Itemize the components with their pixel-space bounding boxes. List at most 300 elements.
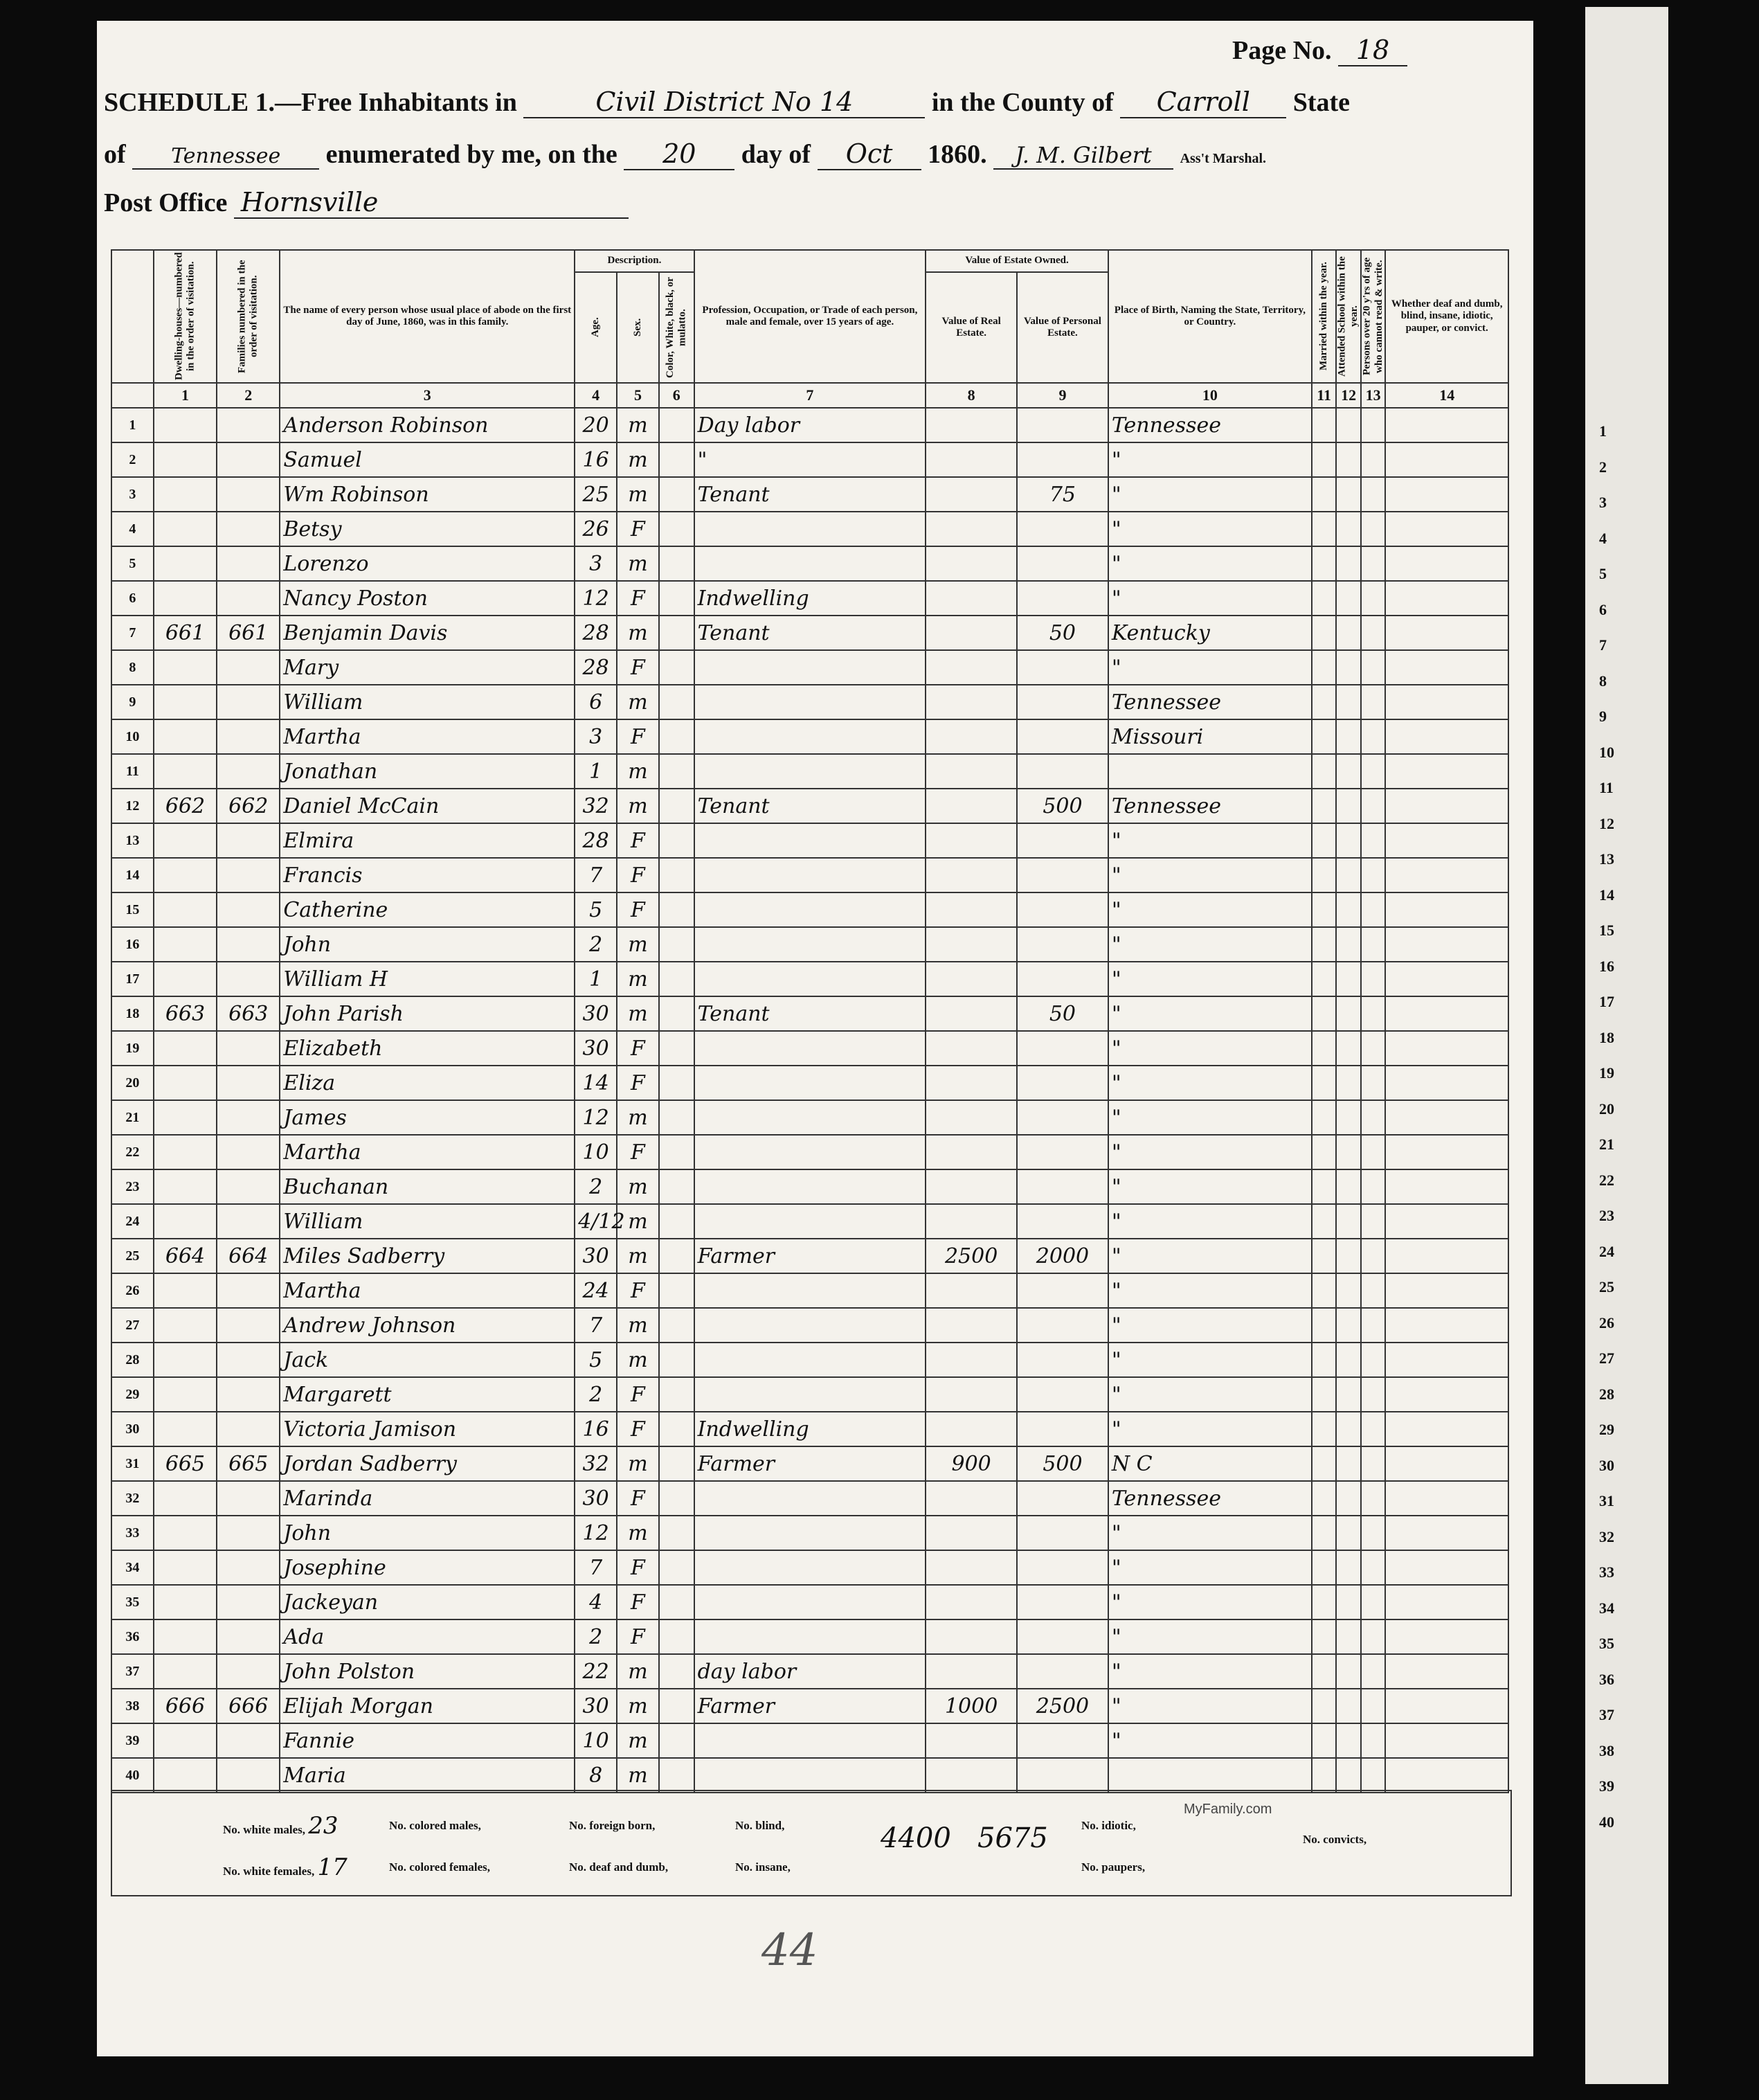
line-number: 22 — [111, 1135, 154, 1169]
cell-married — [1312, 892, 1336, 927]
cell-age: 12 — [575, 581, 617, 616]
cell-condition — [1385, 789, 1508, 823]
cell-sex: F — [617, 858, 659, 892]
cell-condition — [1385, 927, 1508, 962]
cell-married — [1312, 1169, 1336, 1204]
cell-dwelling — [154, 927, 217, 962]
cell-married — [1312, 685, 1336, 719]
cell-condition — [1385, 1585, 1508, 1619]
cell-real-estate — [926, 1308, 1017, 1343]
cell-condition — [1385, 546, 1508, 581]
cell-age: 24 — [575, 1273, 617, 1308]
cell-color — [659, 789, 694, 823]
cell-sex: F — [617, 650, 659, 685]
cell-sex: m — [617, 1689, 659, 1723]
adjacent-line-number: 20 — [1599, 1100, 1614, 1118]
cell-dwelling — [154, 754, 217, 789]
cell-birthplace: " — [1108, 1066, 1312, 1100]
cell-age: 2 — [575, 1377, 617, 1412]
cell-family — [217, 512, 280, 546]
cell-school — [1336, 1516, 1360, 1550]
cell-family — [217, 408, 280, 442]
line-number: 16 — [111, 927, 154, 962]
cell-real-estate — [926, 996, 1017, 1031]
cell-school — [1336, 616, 1360, 650]
cell-dwelling: 664 — [154, 1239, 217, 1273]
cell-personal-estate — [1017, 1723, 1108, 1758]
cell-real-estate — [926, 1169, 1017, 1204]
cell-dwelling — [154, 1169, 217, 1204]
census-rows — [111, 408, 1508, 1793]
cell-personal-estate — [1017, 1481, 1108, 1516]
cell-read-write — [1361, 477, 1385, 512]
cell-birthplace: " — [1108, 1239, 1312, 1273]
cell-color — [659, 1066, 694, 1100]
cell-read-write — [1361, 650, 1385, 685]
cell-dwelling — [154, 1758, 217, 1793]
cell-dwelling — [154, 962, 217, 996]
cell-birthplace: " — [1108, 927, 1312, 962]
cell-family — [217, 823, 280, 858]
cell-condition — [1385, 1239, 1508, 1273]
table-row — [111, 1066, 1508, 1100]
cell-school — [1336, 927, 1360, 962]
cell-condition — [1385, 892, 1508, 927]
adjacent-line-number: 12 — [1599, 814, 1614, 832]
cell-sex: F — [617, 581, 659, 616]
cell-name: Samuel — [280, 442, 575, 477]
cell-dwelling — [154, 1343, 217, 1377]
cell-color — [659, 1585, 694, 1619]
census-page — [97, 21, 1533, 2056]
cell-family: 665 — [217, 1446, 280, 1481]
cell-condition — [1385, 1100, 1508, 1135]
cell-name: Anderson Robinson — [280, 408, 575, 442]
cell-personal-estate — [1017, 927, 1108, 962]
table-row — [111, 581, 1508, 616]
cell-birthplace: " — [1108, 442, 1312, 477]
cell-color — [659, 1204, 694, 1239]
cell-real-estate — [926, 1031, 1017, 1066]
adjacent-line-number: 29 — [1599, 1421, 1614, 1438]
cell-read-write — [1361, 1066, 1385, 1100]
cell-married — [1312, 927, 1336, 962]
cell-sex: F — [617, 1585, 659, 1619]
cell-real-estate — [926, 1135, 1017, 1169]
county-label: in the County of — [931, 88, 1114, 117]
cell-color — [659, 1308, 694, 1343]
cell-age: 30 — [575, 1689, 617, 1723]
cell-school — [1336, 442, 1360, 477]
insane-label: No. insane, — [735, 1860, 791, 1874]
cell-personal-estate — [1017, 408, 1108, 442]
cell-condition — [1385, 1135, 1508, 1169]
cell-married — [1312, 546, 1336, 581]
cell-sex: F — [617, 1031, 659, 1066]
cell-name: Josephine — [280, 1550, 575, 1585]
cell-dwelling — [154, 1585, 217, 1619]
cell-name: James — [280, 1100, 575, 1135]
cell-name: Catherine — [280, 892, 575, 927]
cell-real-estate — [926, 858, 1017, 892]
cell-married — [1312, 1239, 1336, 1273]
cell-personal-estate — [1017, 1273, 1108, 1308]
cell-occupation: Farmer — [694, 1446, 926, 1481]
cell-color — [659, 892, 694, 927]
cell-name: Martha — [280, 1273, 575, 1308]
cell-name: Elijah Morgan — [280, 1689, 575, 1723]
cell-sex: F — [617, 1481, 659, 1516]
cell-real-estate — [926, 1343, 1017, 1377]
personal-estate-total: 5675 — [977, 1822, 1048, 1854]
cell-name: Wm Robinson — [280, 477, 575, 512]
line-gutter-header — [111, 250, 154, 383]
cell-birthplace: " — [1108, 1343, 1312, 1377]
cell-condition — [1385, 1550, 1508, 1585]
line-number: 36 — [111, 1619, 154, 1654]
cell-color — [659, 1169, 694, 1204]
cell-birthplace: N C — [1108, 1446, 1312, 1481]
cell-name: Betsy — [280, 512, 575, 546]
cell-personal-estate — [1017, 1550, 1108, 1585]
day-label: day of — [741, 140, 811, 169]
year-value: 1860. — [928, 140, 987, 169]
white-males — [223, 1812, 339, 1840]
col-married-header: Married within the year. — [1312, 250, 1336, 383]
cell-age: 22 — [575, 1654, 617, 1689]
cell-school — [1336, 408, 1360, 442]
cell-sex: F — [617, 1377, 659, 1412]
cell-color — [659, 581, 694, 616]
cell-name: Jack — [280, 1343, 575, 1377]
cell-age: 6 — [575, 685, 617, 719]
cell-occupation: Indwelling — [694, 1412, 926, 1446]
summary-footer — [111, 1790, 1512, 1896]
table-row — [111, 996, 1508, 1031]
cell-birthplace: Tennessee — [1108, 789, 1312, 823]
cell-read-write — [1361, 1481, 1385, 1516]
adjacent-line-number: 6 — [1599, 600, 1607, 618]
cell-dwelling: 663 — [154, 996, 217, 1031]
cell-color — [659, 546, 694, 581]
cell-school — [1336, 1481, 1360, 1516]
col-number: 4 — [575, 383, 617, 408]
cell-age: 26 — [575, 512, 617, 546]
schedule-label: SCHEDULE 1.—Free Inhabitants in — [104, 88, 517, 117]
cell-condition — [1385, 685, 1508, 719]
cell-read-write — [1361, 927, 1385, 962]
table-row — [111, 1169, 1508, 1204]
col-number: 10 — [1108, 383, 1312, 408]
cell-family — [217, 962, 280, 996]
line-number: 29 — [111, 1377, 154, 1412]
cell-condition — [1385, 442, 1508, 477]
table-row — [111, 1516, 1508, 1550]
cell-personal-estate: 75 — [1017, 477, 1108, 512]
cell-family — [217, 1654, 280, 1689]
cell-birthplace: Tennessee — [1108, 408, 1312, 442]
col-read-write-header: Persons over 20 y'rs of age who cannot read & write. — [1361, 250, 1385, 383]
line-number: 25 — [111, 1239, 154, 1273]
cell-personal-estate: 2000 — [1017, 1239, 1108, 1273]
cell-school — [1336, 1273, 1360, 1308]
cell-personal-estate — [1017, 892, 1108, 927]
cell-married — [1312, 1412, 1336, 1446]
cell-sex: F — [617, 1412, 659, 1446]
line-number: 33 — [111, 1516, 154, 1550]
blind-label: No. blind, — [735, 1819, 785, 1832]
cell-color — [659, 1031, 694, 1066]
cell-name: Maria — [280, 1758, 575, 1793]
cell-dwelling — [154, 1135, 217, 1169]
cell-birthplace: " — [1108, 1654, 1312, 1689]
cell-dwelling — [154, 1100, 217, 1135]
cell-birthplace: " — [1108, 858, 1312, 892]
cell-color — [659, 927, 694, 962]
cell-age: 5 — [575, 1343, 617, 1377]
cell-birthplace: " — [1108, 1550, 1312, 1585]
county-value: Carroll — [1120, 87, 1286, 118]
cell-occupation — [694, 892, 926, 927]
cell-family — [217, 719, 280, 754]
adjacent-line-number: 38 — [1599, 1741, 1614, 1759]
cell-personal-estate — [1017, 512, 1108, 546]
cell-age: 7 — [575, 858, 617, 892]
cell-real-estate: 2500 — [926, 1239, 1017, 1273]
cell-occupation: Farmer — [694, 1689, 926, 1723]
cell-school — [1336, 1100, 1360, 1135]
table-row — [111, 477, 1508, 512]
cell-birthplace: Tennessee — [1108, 1481, 1312, 1516]
state-label: State — [1292, 88, 1351, 117]
cell-family — [217, 1031, 280, 1066]
cell-birthplace: " — [1108, 1169, 1312, 1204]
cell-sex: F — [617, 1066, 659, 1100]
cell-family — [217, 1308, 280, 1343]
cell-sex: F — [617, 1619, 659, 1654]
cell-personal-estate — [1017, 581, 1108, 616]
adjacent-line-number: 28 — [1599, 1385, 1614, 1403]
cell-birthplace: " — [1108, 892, 1312, 927]
line-number: 17 — [111, 962, 154, 996]
cell-condition — [1385, 1308, 1508, 1343]
cell-birthplace: " — [1108, 546, 1312, 581]
cell-dwelling — [154, 1481, 217, 1516]
cell-read-write — [1361, 442, 1385, 477]
table-row — [111, 442, 1508, 477]
cell-school — [1336, 1377, 1360, 1412]
cell-real-estate — [926, 1066, 1017, 1100]
cell-dwelling — [154, 1654, 217, 1689]
cell-name: Jordan Sadberry — [280, 1446, 575, 1481]
cell-color — [659, 1446, 694, 1481]
cell-family — [217, 1758, 280, 1793]
table-row — [111, 823, 1508, 858]
cell-read-write — [1361, 408, 1385, 442]
cell-birthplace: " — [1108, 477, 1312, 512]
cell-personal-estate — [1017, 442, 1108, 477]
col-personal-estate-header: Value of Personal Estate. — [1017, 272, 1108, 383]
cell-condition — [1385, 1723, 1508, 1758]
table-row — [111, 1689, 1508, 1723]
cell-sex: m — [617, 1723, 659, 1758]
cell-age: 30 — [575, 996, 617, 1031]
line-number: 10 — [111, 719, 154, 754]
cell-occupation: Tenant — [694, 616, 926, 650]
cell-school — [1336, 1031, 1360, 1066]
cell-occupation — [694, 1585, 926, 1619]
cell-name: Miles Sadberry — [280, 1239, 575, 1273]
cell-age: 28 — [575, 616, 617, 650]
cell-read-write — [1361, 719, 1385, 754]
cell-family: 662 — [217, 789, 280, 823]
cell-personal-estate — [1017, 754, 1108, 789]
cell-birthplace: " — [1108, 1412, 1312, 1446]
cell-birthplace: " — [1108, 1100, 1312, 1135]
cell-dwelling — [154, 1516, 217, 1550]
paupers-label: No. paupers, — [1081, 1860, 1146, 1874]
cell-name: Benjamin Davis — [280, 616, 575, 650]
cell-occupation: Farmer — [694, 1239, 926, 1273]
cell-real-estate — [926, 616, 1017, 650]
cell-real-estate — [926, 892, 1017, 927]
cell-personal-estate — [1017, 1308, 1108, 1343]
cell-family — [217, 1723, 280, 1758]
cell-dwelling — [154, 442, 217, 477]
cell-birthplace: " — [1108, 1031, 1312, 1066]
cell-name: Andrew Johnson — [280, 1308, 575, 1343]
cell-occupation — [694, 962, 926, 996]
cell-sex: F — [617, 892, 659, 927]
table-row — [111, 1377, 1508, 1412]
cell-dwelling — [154, 719, 217, 754]
adjacent-line-number: 5 — [1599, 565, 1607, 582]
col-family-header: Families numbered in the order of visitation. — [217, 250, 280, 383]
cell-condition — [1385, 858, 1508, 892]
cell-age: 4/12 — [575, 1204, 617, 1239]
cell-condition — [1385, 512, 1508, 546]
table-row — [111, 1723, 1508, 1758]
line-number: 35 — [111, 1585, 154, 1619]
cell-real-estate — [926, 1723, 1017, 1758]
cell-real-estate — [926, 1204, 1017, 1239]
cell-school — [1336, 996, 1360, 1031]
cell-married — [1312, 754, 1336, 789]
adjacent-line-number: 17 — [1599, 993, 1614, 1010]
cell-color — [659, 1654, 694, 1689]
cell-condition — [1385, 616, 1508, 650]
cell-condition — [1385, 1516, 1508, 1550]
cell-read-write — [1361, 1135, 1385, 1169]
cell-color — [659, 650, 694, 685]
cell-name: Eliza — [280, 1066, 575, 1100]
cell-name: Martha — [280, 719, 575, 754]
cell-condition — [1385, 1446, 1508, 1481]
col-number: 9 — [1017, 383, 1108, 408]
table-row — [111, 512, 1508, 546]
cell-family — [217, 1550, 280, 1585]
adjacent-line-number: 24 — [1599, 1242, 1614, 1260]
cell-read-write — [1361, 1273, 1385, 1308]
cell-dwelling — [154, 1204, 217, 1239]
cell-occupation — [694, 1343, 926, 1377]
cell-name: John — [280, 1516, 575, 1550]
cell-real-estate — [926, 546, 1017, 581]
cell-color — [659, 1758, 694, 1793]
table-row — [111, 927, 1508, 962]
cell-married — [1312, 789, 1336, 823]
cell-birthplace: Missouri — [1108, 719, 1312, 754]
col-real-estate-header: Value of Real Estate. — [926, 272, 1017, 383]
cell-age: 28 — [575, 823, 617, 858]
table-row — [111, 892, 1508, 927]
col-number: 12 — [1336, 383, 1360, 408]
white-females-label: No. white females, — [223, 1865, 315, 1878]
cell-dwelling — [154, 1550, 217, 1585]
cell-read-write — [1361, 1100, 1385, 1135]
cell-family — [217, 1585, 280, 1619]
cell-occupation: Tenant — [694, 996, 926, 1031]
cell-family — [217, 1412, 280, 1446]
cell-dwelling: 662 — [154, 789, 217, 823]
cell-married — [1312, 1585, 1336, 1619]
table-row — [111, 1550, 1508, 1585]
adjacent-line-number: 37 — [1599, 1706, 1614, 1723]
heading-line-1 — [104, 87, 1350, 118]
col-sex-header: Sex. — [617, 272, 659, 383]
cell-personal-estate — [1017, 1585, 1108, 1619]
colored-females-label: No. colored females, — [389, 1860, 491, 1874]
deaf-dumb-label: No. deaf and dumb, — [569, 1860, 669, 1874]
cell-family — [217, 1343, 280, 1377]
cell-school — [1336, 1135, 1360, 1169]
cell-real-estate — [926, 719, 1017, 754]
cell-school — [1336, 1169, 1360, 1204]
adjacent-line-number: 2 — [1599, 458, 1607, 476]
cell-condition — [1385, 1412, 1508, 1446]
cell-real-estate — [926, 512, 1017, 546]
cell-color — [659, 1343, 694, 1377]
cell-age: 4 — [575, 1585, 617, 1619]
cell-married — [1312, 823, 1336, 858]
cell-real-estate — [926, 962, 1017, 996]
cell-occupation — [694, 650, 926, 685]
cell-age: 2 — [575, 927, 617, 962]
cell-occupation — [694, 685, 926, 719]
cell-occupation: Indwelling — [694, 581, 926, 616]
adjacent-line-number: 8 — [1599, 672, 1607, 690]
cell-age: 10 — [575, 1723, 617, 1758]
cell-read-write — [1361, 1619, 1385, 1654]
cell-school — [1336, 789, 1360, 823]
cell-school — [1336, 1446, 1360, 1481]
cell-age: 14 — [575, 1066, 617, 1100]
cell-real-estate — [926, 1481, 1017, 1516]
cell-color — [659, 685, 694, 719]
cell-family — [217, 442, 280, 477]
cell-read-write — [1361, 1689, 1385, 1723]
cell-age: 16 — [575, 1412, 617, 1446]
line-number: 2 — [111, 442, 154, 477]
adjacent-line-number: 14 — [1599, 886, 1614, 904]
cell-personal-estate — [1017, 1135, 1108, 1169]
cell-age: 7 — [575, 1308, 617, 1343]
cell-personal-estate — [1017, 650, 1108, 685]
col-number: 2 — [217, 383, 280, 408]
cell-color — [659, 996, 694, 1031]
col-number: 3 — [280, 383, 575, 408]
cell-family: 663 — [217, 996, 280, 1031]
